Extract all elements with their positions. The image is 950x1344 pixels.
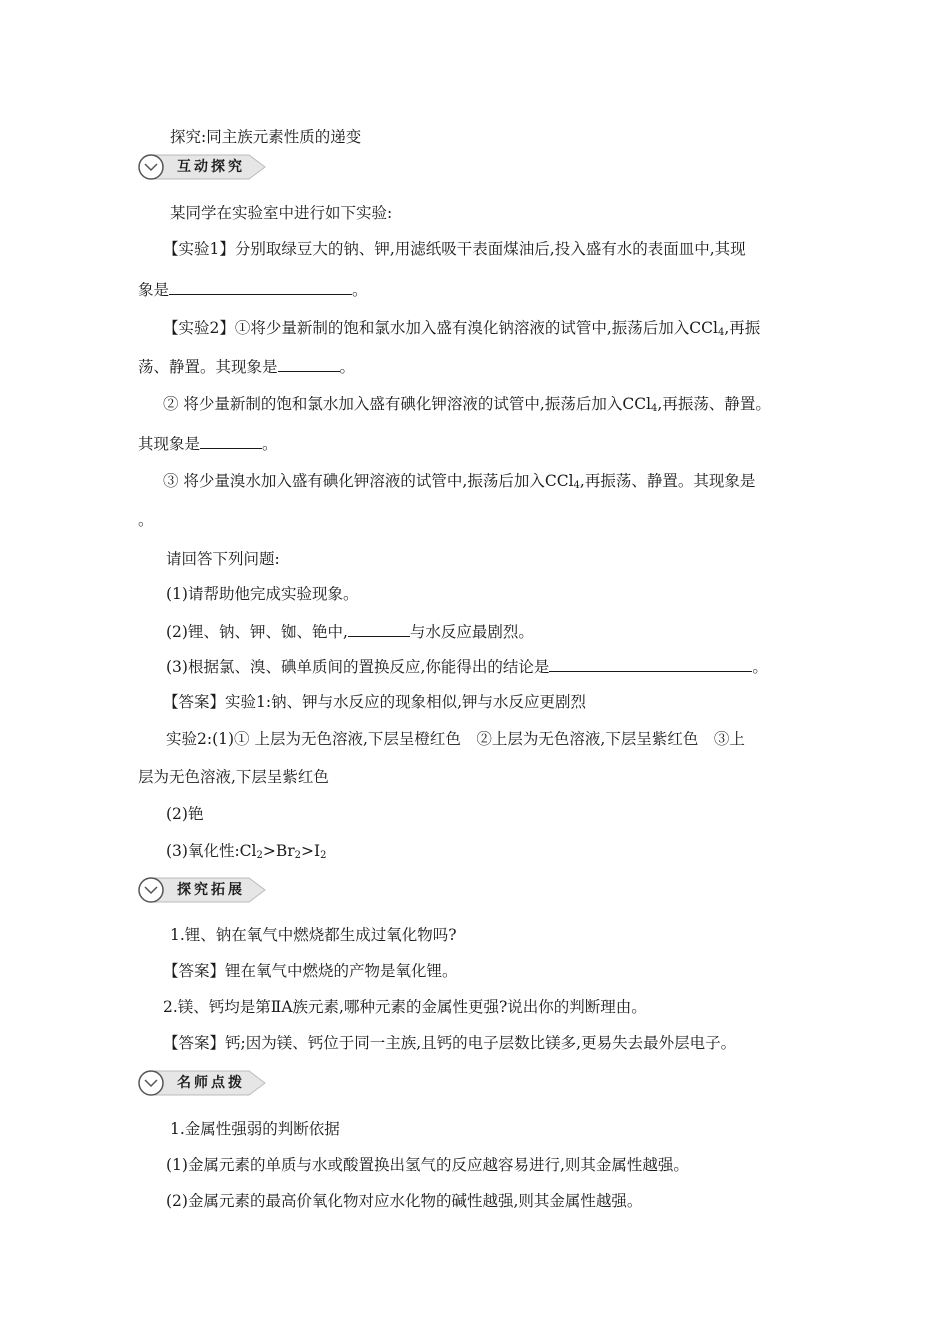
tips-1: 1.金属性强弱的判断依据 xyxy=(170,1120,340,1138)
answer-3: (2)铯 xyxy=(166,805,204,823)
extension-a2: 【答案】钙;因为镁、钙位于同一主族,且钙的电子层数比镁多,更易失去最外层电子。 xyxy=(163,1034,737,1052)
exp2-sub: 4 xyxy=(717,327,725,338)
extension-a1: 【答案】锂在氧气中燃烧的产物是氧化锂。 xyxy=(163,962,458,980)
banner-label: 名师点拨 xyxy=(177,1075,245,1091)
questions-intro: 请回答下列问题: xyxy=(166,550,280,568)
extension-q1: 1.锂、钠在氧气中燃烧都生成过氧化物吗? xyxy=(170,926,457,944)
question-2-post: 与水反应最剧烈。 xyxy=(409,623,534,641)
answer-4-sub3: 2 xyxy=(320,850,327,861)
exp1-line2 xyxy=(138,278,368,301)
exp2-part2-post: ,再振荡、静置。 xyxy=(657,395,771,413)
exp2-part2-text: ② 将少量新制的饱和氯水加入盛有碘化钾溶液的试管中,振荡后加入CCl xyxy=(163,395,652,413)
extension-q2: 2.镁、钙均是第ⅡA族元素,哪种元素的金属性更强?说出你的判断理由。 xyxy=(163,998,647,1016)
exp2-part3-post: ,再振荡、静置。其现象是 xyxy=(579,472,756,490)
exp2-part2-line2-pre: 其现象是 xyxy=(138,435,201,453)
question-3-post: 。 xyxy=(752,658,768,676)
question-2-blank[interactable] xyxy=(348,620,410,637)
exp2-part3-line2: 。 xyxy=(138,511,154,529)
exp1-line1: 【实验1】分别取绿豆大的钠、钾,用滤纸吸干表面煤油后,投入盛有水的表面皿中,其现 xyxy=(163,240,746,258)
answer-4-mid2: >I xyxy=(301,842,321,860)
exp2-part2-line1 xyxy=(163,393,771,420)
exp2-part3-line1 xyxy=(163,470,755,497)
exp2-blank-1[interactable] xyxy=(278,355,340,372)
exp2-part2-line2 xyxy=(138,432,278,455)
question-1: (1)请帮助他完成实验现象。 xyxy=(166,585,359,603)
exp2-part2-sub: 4 xyxy=(651,403,658,414)
exp1-blank[interactable] xyxy=(169,278,352,295)
answer-2-line2: 层为无色溶液,下层呈紫红色 xyxy=(138,768,329,786)
exp2-part2-line2-post: 。 xyxy=(262,435,278,453)
exp2-part3-sub: 4 xyxy=(573,480,580,491)
exp2-blank-2[interactable] xyxy=(200,432,262,449)
tips-2: (1)金属元素的单质与水或酸置换出氢气的反应越容易进行,则其金属性越强。 xyxy=(166,1156,689,1174)
banner-interactive-inquiry xyxy=(137,153,267,181)
answer-1: 【答案】实验1:钠、钾与水反应的现象相似,钾与水反应更剧烈 xyxy=(163,693,587,711)
exp2-line2 xyxy=(138,355,355,378)
section-title: 探究:同主族元素性质的递变 xyxy=(170,128,362,146)
answer-4-pre: (3)氧化性:Cl xyxy=(166,842,257,860)
exp2-part3-text: ③ 将少量溴水加入盛有碘化钾溶液的试管中,振荡后加入CCl xyxy=(163,472,574,490)
question-2-pre: (2)锂、钠、钾、铷、铯中, xyxy=(166,623,348,641)
intro-text: 某同学在实验室中进行如下实验: xyxy=(170,204,393,222)
question-2 xyxy=(166,620,534,643)
answer-4 xyxy=(166,840,327,867)
exp2-line1-text: 【实验2】①将少量新制的饱和氯水加入盛有溴化钠溶液的试管中,振荡后加入CCl xyxy=(163,319,718,337)
exp2-line1 xyxy=(163,317,760,344)
question-3-blank[interactable] xyxy=(549,655,752,672)
banner-label: 互动探究 xyxy=(177,159,245,175)
exp2-line2-pre: 荡、静置。其现象是 xyxy=(138,358,278,376)
question-3-pre: (3)根据氯、溴、碘单质间的置换反应,你能得出的结论是 xyxy=(166,658,550,676)
exp1-line2-pre: 象是 xyxy=(138,281,170,299)
exp1-line2-post: 。 xyxy=(352,281,368,299)
answer-4-mid1: >Br xyxy=(262,842,295,860)
exp2-line2-post: 。 xyxy=(339,358,356,376)
question-3 xyxy=(166,655,768,678)
tips-3: (2)金属元素的最高价氧化物对应水化物的碱性越强,则其金属性越强。 xyxy=(166,1192,643,1210)
answer-4-sub1: 2 xyxy=(256,850,263,861)
answer-4-sub2: 2 xyxy=(294,850,302,861)
answer-2-line1: 实验2:(1)① 上层为无色溶液,下层呈橙红色 ②上层为无色溶液,下层呈紫红色 ③上 xyxy=(166,730,745,748)
banner-inquiry-extension xyxy=(137,876,267,904)
banner-expert-tips xyxy=(137,1069,267,1097)
exp2-line1-post: ,再振 xyxy=(724,319,761,337)
banner-label: 探究拓展 xyxy=(177,882,245,898)
